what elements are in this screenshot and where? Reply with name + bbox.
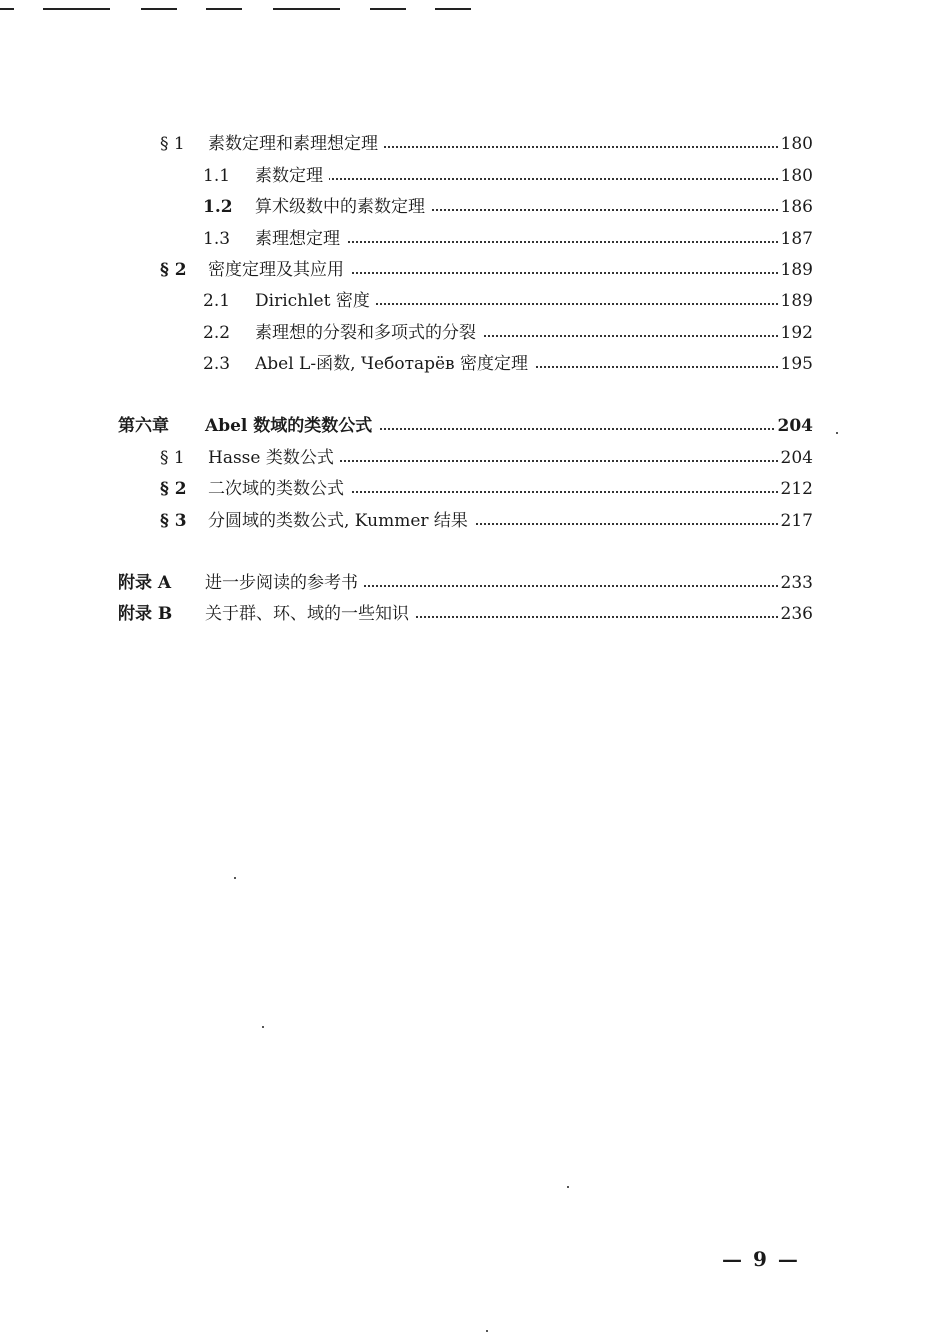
dot-leader: [255, 163, 778, 189]
toc-entry-number: 2.2: [203, 323, 231, 343]
edge-mark: [273, 8, 340, 10]
toc-entry-number: 附录 A: [118, 573, 172, 593]
toc-entry-title: 素数定理: [255, 163, 329, 189]
toc-entry-title: 算术级数中的素数定理: [255, 194, 431, 220]
toc-entry-section[interactable]: [0, 257, 950, 283]
toc-entry-subsection[interactable]: [0, 163, 950, 189]
toc-entry-section[interactable]: [0, 131, 950, 157]
edge-mark: [43, 8, 110, 10]
toc-entry-chapter[interactable]: [0, 413, 950, 439]
toc-entry-number: § 2: [160, 479, 187, 499]
top-edge-marks: [0, 0, 500, 14]
toc-entry-subsection[interactable]: [0, 288, 950, 314]
toc-entry-number: 附录 B: [118, 604, 173, 624]
toc-entry-page: 189: [779, 257, 813, 283]
toc-entry-page: 180: [779, 131, 813, 157]
toc-entry-page: 217: [779, 508, 813, 534]
scan-speck: [234, 877, 236, 879]
toc-entry-appendix[interactable]: [0, 601, 950, 627]
toc-entry-page: 180: [779, 163, 813, 189]
scan-speck: [836, 432, 838, 434]
toc-entry-title: Dirichlet 密度: [255, 288, 376, 314]
edge-mark: [435, 8, 471, 10]
toc-entry-number: § 1: [160, 448, 185, 468]
toc-entry-title: 关于群、环、域的一些知识: [205, 601, 415, 627]
toc-entry-section[interactable]: [0, 508, 950, 534]
toc-entry-subsection[interactable]: [0, 226, 950, 252]
toc-entry-number: 1.1: [203, 166, 231, 186]
toc-entry-page: 212: [779, 476, 813, 502]
toc-entry-section[interactable]: [0, 445, 950, 471]
scan-speck: [262, 1026, 264, 1028]
toc-entry-title: 素理想定理: [255, 226, 346, 252]
toc-entry-title: 素数定理和素理想定理: [208, 131, 384, 157]
page-number-marker: — 9 —: [722, 1247, 800, 1271]
toc-entry-subsection[interactable]: [0, 320, 950, 346]
toc-entry-section[interactable]: [0, 476, 950, 502]
scan-speck: [567, 1186, 569, 1188]
toc-entry-page: 204: [779, 445, 813, 471]
edge-mark: [0, 8, 14, 10]
toc-entry-title: Hasse 类数公式: [208, 445, 340, 471]
toc-entry-subsection[interactable]: [0, 351, 950, 377]
toc-entry-number: 1.3: [203, 229, 231, 249]
toc-entry-page: 236: [779, 601, 813, 627]
toc-entry-page: 189: [779, 288, 813, 314]
toc-entry-title: Abel 数域的类数公式: [205, 413, 378, 439]
toc-entry-page: 192: [779, 320, 813, 346]
toc-entry-appendix[interactable]: [0, 570, 950, 596]
toc-entry-number: § 3: [160, 511, 187, 531]
toc-entry-number: 2.1: [203, 291, 231, 311]
toc-entry-title: 二次域的类数公式: [208, 476, 350, 502]
toc-entry-number: § 2: [160, 260, 187, 280]
toc-entry-subsection[interactable]: [0, 194, 950, 220]
edge-mark: [141, 8, 177, 10]
toc-entry-number: 第六章: [118, 416, 169, 436]
toc-entry-page: 186: [779, 194, 813, 220]
toc-entry-number: 2.3: [203, 354, 231, 374]
toc-entry-number: § 1: [160, 134, 185, 154]
toc-entry-page: 204: [776, 413, 814, 439]
toc-entry-page: 195: [779, 351, 813, 377]
toc-entry-title: 进一步阅读的参考书: [205, 570, 364, 596]
edge-mark: [206, 8, 242, 10]
scan-speck: [486, 1330, 488, 1332]
toc-entry-title: 密度定理及其应用: [208, 257, 350, 283]
toc-entry-page: 187: [779, 226, 813, 252]
toc-entry-title: 素理想的分裂和多项式的分裂: [255, 320, 482, 346]
toc-entry-number: 1.2: [203, 197, 233, 217]
toc-entry-page: 233: [779, 570, 813, 596]
toc-entry-title: 分圆域的类数公式, Kummer 结果: [208, 508, 474, 534]
toc-entry-title: Abel L-函数, Чеботарёв 密度定理: [255, 351, 534, 377]
edge-mark: [370, 8, 406, 10]
